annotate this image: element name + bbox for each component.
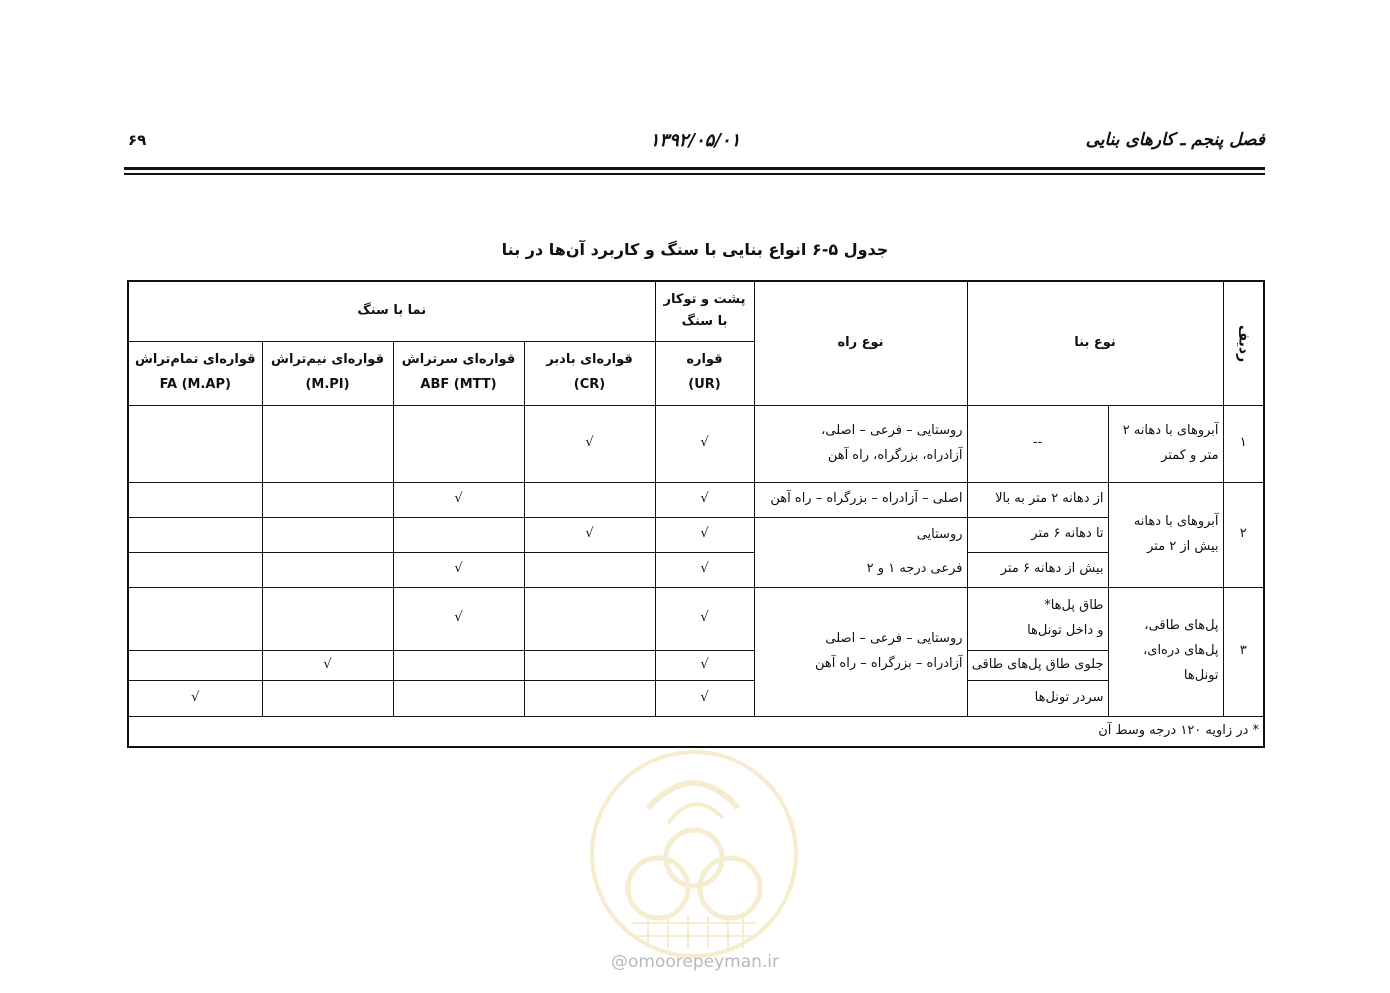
empty-cell xyxy=(128,552,262,587)
row-number: ۳ xyxy=(1223,587,1264,716)
header-rule-thick xyxy=(124,167,1265,170)
header-backing: پشت و توکار با سنگ xyxy=(655,281,754,341)
header-ur: قواره (UR) xyxy=(655,341,754,405)
empty-cell xyxy=(393,650,524,680)
empty-cell xyxy=(393,405,524,482)
check-mark: √ xyxy=(655,405,754,482)
table-header-row xyxy=(128,281,1264,341)
check-mark: √ xyxy=(128,680,262,716)
empty-cell xyxy=(128,517,262,552)
empty-cell xyxy=(262,517,393,552)
check-mark: √ xyxy=(655,552,754,587)
empty-cell xyxy=(393,680,524,716)
header-cr: قواره‌ای بادبر (CR) xyxy=(524,341,655,405)
check-mark: √ xyxy=(393,482,524,517)
header-rule-thin xyxy=(124,173,1265,175)
check-mark: √ xyxy=(655,482,754,517)
table-row xyxy=(128,650,1264,680)
check-mark: √ xyxy=(524,405,655,482)
building-type-cell: آبروهای با دهانه بیش از ۲ متر xyxy=(1108,482,1223,587)
table-row xyxy=(128,482,1264,517)
empty-cell xyxy=(262,680,393,716)
header-facing: نما با سنگ xyxy=(128,281,655,341)
building-subtype-cell: تا دهانه ۶ متر xyxy=(967,517,1108,552)
empty-cell xyxy=(393,517,524,552)
header-mpi: قواره‌ای نیم‌تراش (M.PI) xyxy=(262,341,393,405)
empty-cell xyxy=(262,482,393,517)
stone-masonry-table xyxy=(127,280,1265,748)
check-mark: √ xyxy=(393,552,524,587)
header-road-type: نوع راه xyxy=(754,281,967,405)
road-type-cell: اصلی – آزادراه – بزرگراه – راه آهن xyxy=(754,482,967,517)
road-type-cell: روستایی فرعی درجه ۱ و ۲ xyxy=(754,517,967,587)
empty-cell xyxy=(524,587,655,650)
watermark-logo xyxy=(588,748,800,960)
empty-cell xyxy=(524,482,655,517)
building-subtype-cell: جلوی طاق پل‌های طاقی xyxy=(967,650,1108,680)
building-subtype-cell: طاق پل‌ها* و داخل تونل‌ها xyxy=(967,587,1108,650)
building-subtype-cell: بیش از دهانه ۶ متر xyxy=(967,552,1108,587)
header-date: ۱۳۹۲/۰۵/۰۱ xyxy=(649,130,741,151)
table-row xyxy=(128,552,1264,587)
table-row xyxy=(128,517,1264,552)
building-subtype-cell: سردر تونل‌ها xyxy=(967,680,1108,716)
road-type-cell: روستایی – فرعی – اصلی، آزادراه، بزرگراه، راه آهن xyxy=(754,405,967,482)
header-row-no: ردیف xyxy=(1223,281,1264,405)
chapter-title: فصل پنجم ـ کارهای بنایی xyxy=(1085,130,1265,150)
table-row xyxy=(128,405,1264,482)
check-mark: √ xyxy=(655,680,754,716)
check-mark: √ xyxy=(393,587,524,650)
empty-cell xyxy=(262,552,393,587)
check-mark: √ xyxy=(655,650,754,680)
check-mark: √ xyxy=(262,650,393,680)
empty-cell xyxy=(262,405,393,482)
empty-cell xyxy=(128,650,262,680)
road-type-cell: روستایی – فرعی – اصلی آزادراه – بزرگراه – راه آهن xyxy=(754,587,967,716)
row-number: ۲ xyxy=(1223,482,1264,587)
building-subtype-cell: از دهانه ۲ متر به بالا xyxy=(967,482,1108,517)
table-row xyxy=(128,587,1264,650)
check-mark: √ xyxy=(524,517,655,552)
check-mark: √ xyxy=(655,587,754,650)
empty-cell xyxy=(128,482,262,517)
building-type-cell: آبروهای با دهانه ۲ متر و کمتر xyxy=(1108,405,1223,482)
header-building-type: نوع بنا xyxy=(967,281,1223,405)
building-subtype-cell: -- xyxy=(967,405,1108,482)
empty-cell xyxy=(524,680,655,716)
empty-cell xyxy=(524,650,655,680)
building-type-cell: پل‌های طاقی، پل‌های دره‌ای، تونل‌ها xyxy=(1108,587,1223,716)
empty-cell xyxy=(262,587,393,650)
watermark-site: @omoorepeyman.ir xyxy=(610,952,780,972)
table-caption: جدول ۵-۶ انواع بنایی با سنگ و کاربرد آن‌ها در بنا xyxy=(501,240,889,259)
row-number: ۱ xyxy=(1223,405,1264,482)
header-mtt: قواره‌ای سرتراش ABF (MTT) xyxy=(393,341,524,405)
empty-cell xyxy=(524,552,655,587)
table-footnote-row xyxy=(128,716,1264,747)
empty-cell xyxy=(128,587,262,650)
table-row xyxy=(128,680,1264,716)
header-map: قواره‌ای تمام‌تراش FA (M.AP) xyxy=(128,341,262,405)
check-mark: √ xyxy=(655,517,754,552)
page-number: ۶۹ xyxy=(128,131,147,149)
empty-cell xyxy=(128,405,262,482)
table-footnote: * در زاویه ۱۲۰ درجه وسط آن xyxy=(128,716,1264,747)
